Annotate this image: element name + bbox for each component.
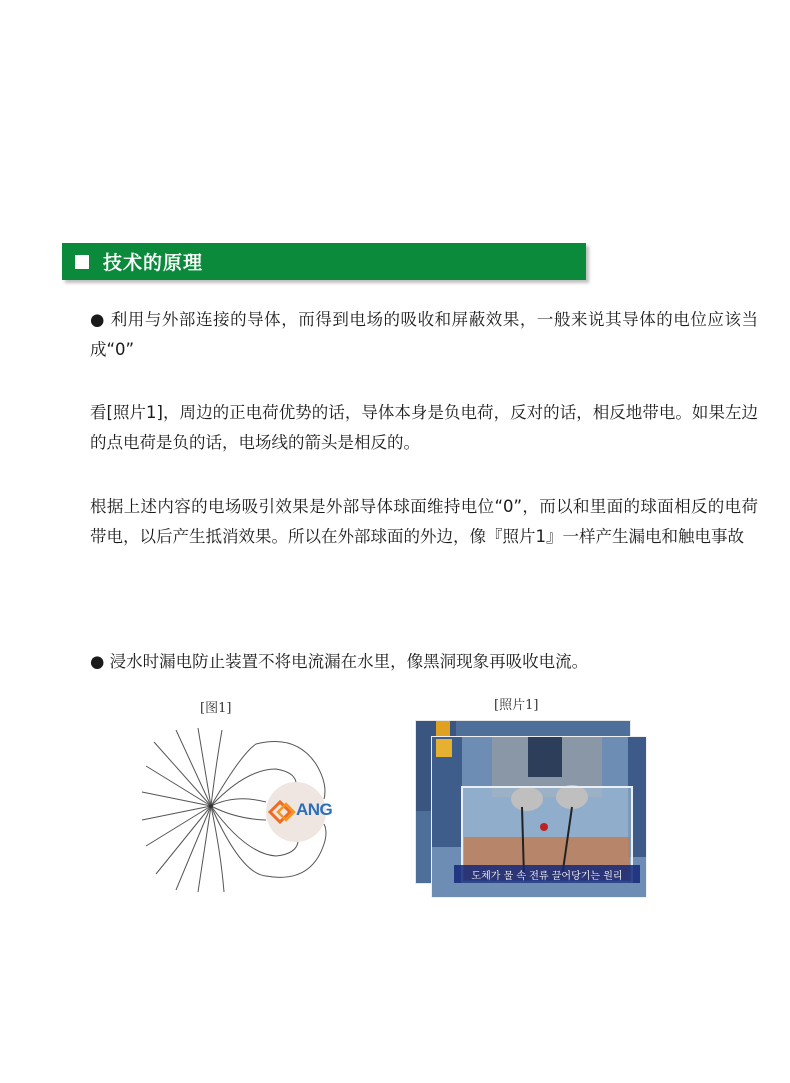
- section-title: 技术的原理: [103, 252, 204, 274]
- paragraph-2: 看[照片1]，周边的正电荷优势的话，导体本身是负电荷，反对的话，相反地带电。如果左边的点电荷是负的话，电场线的箭头是相反的。: [90, 403, 758, 452]
- photo-1-front-frame: [431, 736, 647, 898]
- ang-logo-text: ANG: [296, 800, 333, 819]
- figure-1-field-diagram: [136, 724, 356, 896]
- photo-1-caption: [照片1]: [494, 698, 539, 713]
- section-header: [62, 243, 586, 280]
- paragraph-4: ● 浸水时漏电防止装置不将电流漏在水里，像黑洞现象再吸收电流。: [90, 652, 589, 671]
- photo-subtitle-bar: 도체가 물 속 전류 끌어당기는 원리: [454, 865, 640, 883]
- header-square-icon: [75, 255, 89, 269]
- paragraph-3: 根据上述内容的电场吸引效果是外部导体球面维持电位“0”，而以和里面的球面相反的电荷带电，以后产生抵消效果。所以在外部球面的外边，像『照片1』一样产生漏电和触电事故: [90, 497, 758, 546]
- photo-1: [415, 720, 647, 898]
- paragraph-1: ● 利用与外部连接的导体，而得到电场的吸收和屏蔽效果，一般来说其导体的电位应该当成“0”: [90, 310, 758, 359]
- figure-1-caption: [图1]: [200, 701, 232, 716]
